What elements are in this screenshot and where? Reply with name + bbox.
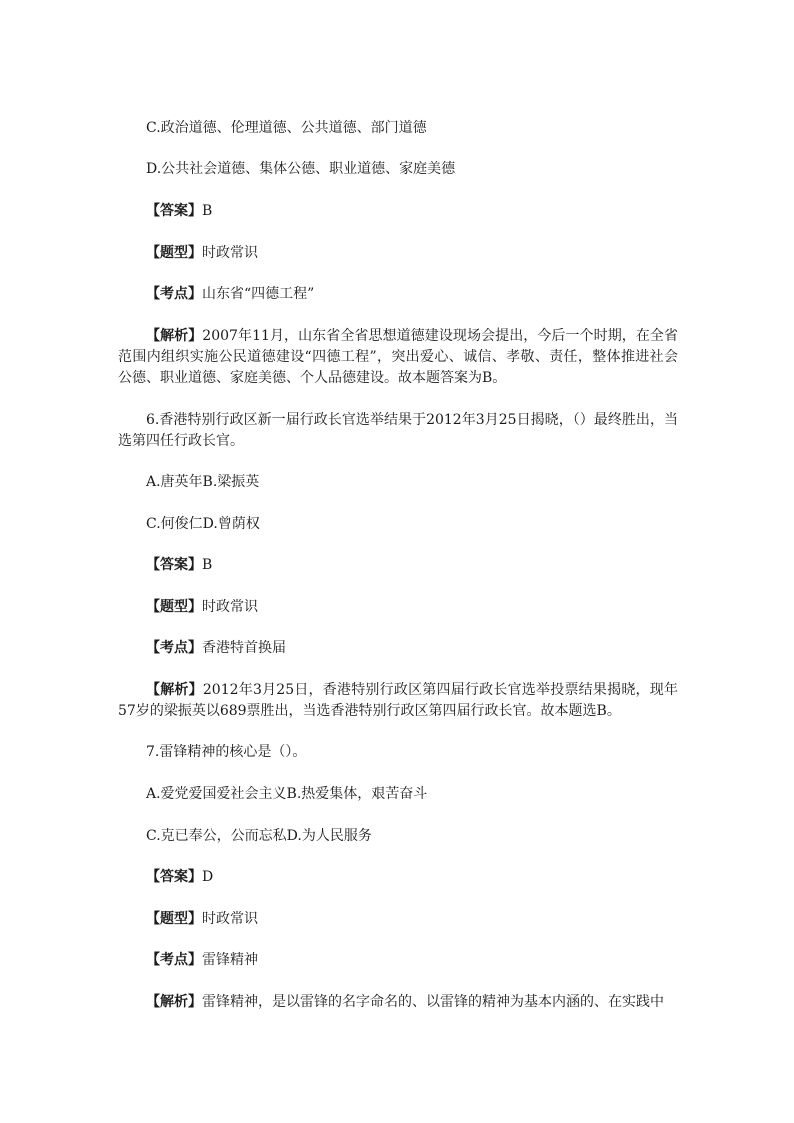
q6-point bbox=[146, 638, 286, 659]
point-label: 【考点】 bbox=[146, 286, 202, 302]
answer-value: D bbox=[202, 869, 214, 885]
q6-option-ab: A.唐英年B.梁振英 bbox=[146, 474, 260, 490]
type-value: 时政常识 bbox=[202, 245, 258, 261]
point-value: 雷锋精神 bbox=[202, 952, 258, 968]
point-value: 香港特首换届 bbox=[202, 640, 286, 656]
q7-answer bbox=[146, 867, 213, 888]
q6-answer bbox=[146, 555, 212, 576]
point-value: 山东省“四德工程” bbox=[202, 286, 315, 302]
point-label: 【考点】 bbox=[146, 640, 202, 656]
q6-type bbox=[146, 597, 258, 618]
q5-type bbox=[146, 243, 258, 264]
type-label: 【题型】 bbox=[146, 245, 202, 261]
analysis-value: 雷锋精神，是以雷锋的名字命名的、以雷锋的精神为基本内涵的、在实践中 bbox=[202, 994, 664, 1010]
q6-analysis bbox=[118, 680, 678, 722]
analysis-value: 2012年3月25日，香港特别行政区第四届行政长官选举投票结果揭晓，现年57岁的梁振英以689票胜出，当选香港特别行政区第四届行政长官。故本题选B。 bbox=[118, 682, 678, 719]
q5-analysis bbox=[118, 326, 678, 389]
q7-option-cd: C.克已奉公，公而忘私D.为人民服务 bbox=[146, 828, 372, 844]
answer-label: 【答案】 bbox=[146, 557, 202, 573]
type-value: 时政常识 bbox=[202, 599, 258, 615]
analysis-label: 【解析】 bbox=[146, 994, 202, 1010]
q7-analysis bbox=[146, 992, 664, 1013]
analysis-label: 【解析】 bbox=[146, 682, 203, 698]
q5-option-c: C.政治道德、伦理道德、公共道德、部门道德 bbox=[146, 120, 427, 136]
q7-stem: 7.雷锋精神的核心是（）。 bbox=[146, 744, 307, 760]
q5-point bbox=[146, 284, 314, 305]
analysis-value: 2007年11月，山东省全省思想道德建设现场会提出，今后一个时期，在全省范围内组织实施公民道德建设“四德工程”，突出爱心、诚信、孝敬、责任，整体推进社会公德、职业道德、家庭美德、个人品德建设。故本题答案为B。 bbox=[118, 328, 678, 386]
point-label: 【考点】 bbox=[146, 952, 202, 968]
answer-label: 【答案】 bbox=[146, 869, 202, 885]
q6-stem: 6.香港特别行政区新一届行政长官选举结果于2012年3月25日揭晓，（）最终胜出，当选第四任行政长官。 bbox=[118, 412, 678, 449]
q7-option-ab: A.爱党爱国爱社会主义B.热爱集体，艰苦奋斗 bbox=[146, 786, 428, 802]
q7-type bbox=[146, 909, 258, 930]
analysis-label: 【解析】 bbox=[146, 328, 203, 344]
q7-point bbox=[146, 950, 258, 971]
answer-value: B bbox=[202, 557, 213, 573]
type-label: 【题型】 bbox=[146, 599, 202, 615]
type-value: 时政常识 bbox=[202, 911, 258, 927]
q5-option-d: D.公共社会道德、集体公德、职业道德、家庭美德 bbox=[146, 161, 456, 177]
answer-label: 【答案】 bbox=[146, 203, 202, 219]
q6-option-cd: C.何俊仁D.曾荫权 bbox=[146, 516, 260, 532]
q5-answer bbox=[146, 201, 212, 222]
type-label: 【题型】 bbox=[146, 911, 202, 927]
answer-value: B bbox=[202, 203, 213, 219]
